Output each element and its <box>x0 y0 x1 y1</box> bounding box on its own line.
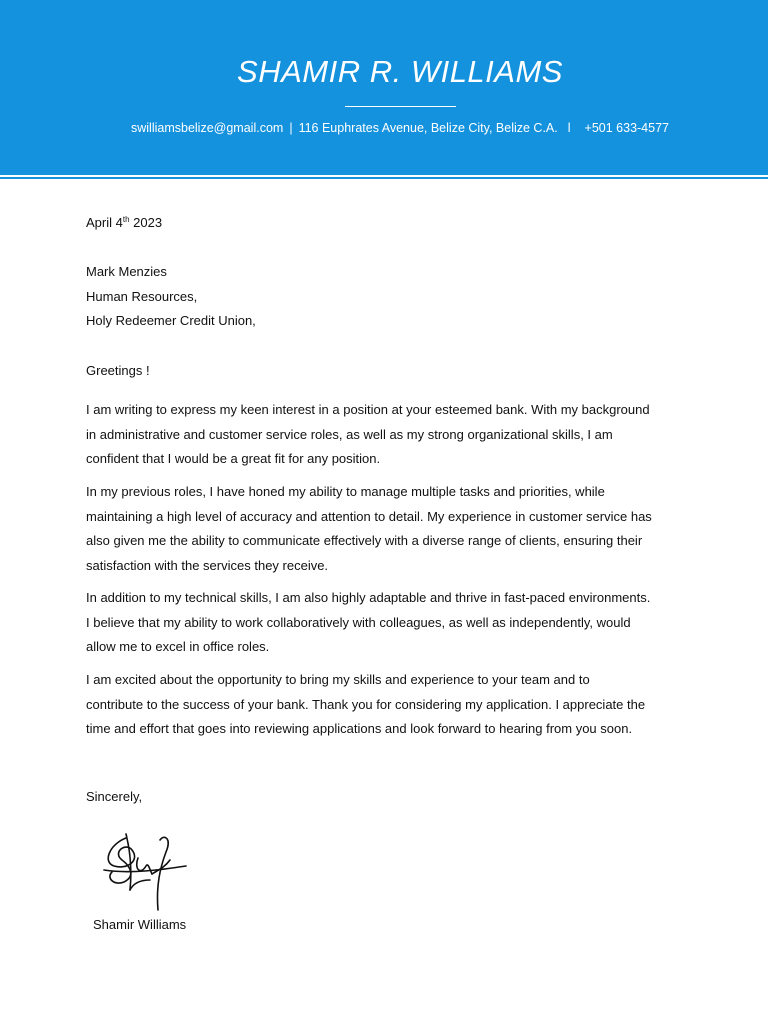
handwritten-signature-icon <box>100 830 190 915</box>
paragraph-line: allow me to excel in office roles. <box>86 639 270 655</box>
contact-line <box>0 121 768 135</box>
body-paragraph <box>86 586 686 660</box>
recipient-department: Human Resources, <box>86 289 198 304</box>
body-paragraph <box>86 398 686 472</box>
paragraph-line: confident that I would be a great fit for any position. <box>86 451 381 467</box>
address-text: 116 Euphrates Avenue, Belize City, Belize C.A. <box>298 121 558 135</box>
body-paragraph <box>86 668 686 742</box>
paragraph-line: In my previous roles, I have honed my ability to manage multiple tasks and priorities, while <box>86 484 605 499</box>
paragraph-line: In addition to my technical skills, I am also highly adaptable and thrive in fast-paced environments. <box>86 590 651 605</box>
contact-separator: | <box>289 121 293 135</box>
closing: Sincerely, <box>86 789 143 804</box>
paragraph-line: in administrative and customer service roles, as well as my strong organizational skills, I am <box>86 426 613 442</box>
paragraph-line: I am excited about the opportunity to bring my skills and experience to your team and to <box>86 672 590 687</box>
paragraph-line: I believe that my ability to work collaboratively with colleagues, as well as independently, would <box>86 614 631 630</box>
signer-name: Shamir Williams <box>93 917 187 932</box>
recipient-organization: Holy Redeemer Credit Union, <box>86 313 256 328</box>
paragraph-line: I am writing to express my keen interest in a position at your esteemed bank. With my background <box>86 402 650 417</box>
body-paragraph <box>86 480 686 578</box>
phone-text: +501 633-4577 <box>584 121 669 135</box>
date-year: 2023 <box>133 215 163 230</box>
paragraph-line: also given me the ability to communicate effectively with a diverse range of clients, ensuring their <box>86 533 643 549</box>
letter-date <box>86 215 162 230</box>
header-divider <box>0 177 768 179</box>
paragraph-line: maintaining a high level of accuracy and attention to detail. My experience in customer service has <box>86 508 652 524</box>
paragraph-line: time and effort that goes into reviewing applications and look forward to hearing from you soon. <box>86 721 633 737</box>
date-suffix: th <box>122 215 130 224</box>
paragraph-line: satisfaction with the services they receive. <box>86 557 329 573</box>
recipient-name: Mark Menzies <box>86 264 167 279</box>
name-underline <box>345 106 456 107</box>
greeting: Greetings ! <box>86 363 150 378</box>
email-text: swilliamsbelize@gmail.com <box>131 121 284 135</box>
applicant-name: SHAMIR R. WILLIAMS <box>237 54 563 89</box>
letterhead-banner <box>0 0 768 175</box>
contact-separator: l <box>567 121 571 135</box>
paragraph-line: contribute to the success of your bank. Thank you for considering my application. I appreciate the <box>86 696 646 712</box>
date-day: April 4 <box>86 215 123 230</box>
